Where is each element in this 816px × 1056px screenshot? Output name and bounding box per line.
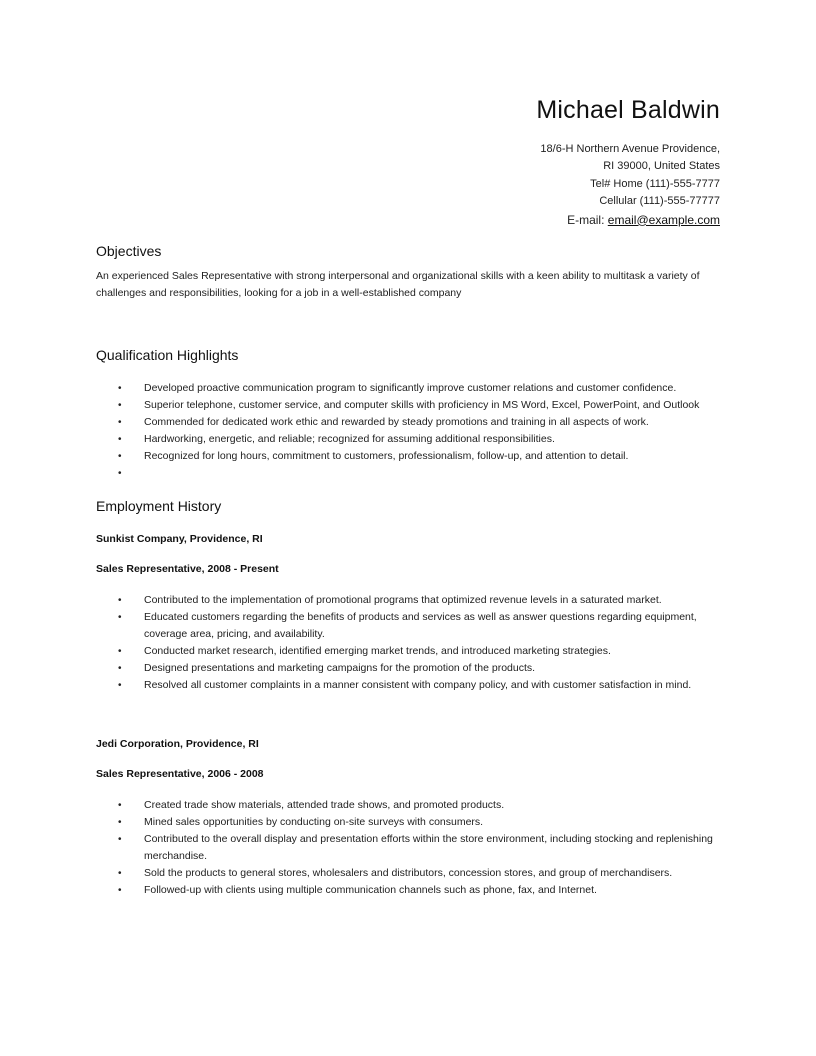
- contact-block: [540, 141, 720, 229]
- job-1-company: Sunkist Company, Providence, RI: [96, 533, 263, 545]
- list-item-empty: [96, 465, 720, 482]
- employment-heading: Employment History: [96, 498, 222, 514]
- list-item: • Developed proactive communication program to significantly improve customer relations and customer confidence.: [96, 380, 720, 397]
- list-item: • Mined sales opportunities by conducting on-site surveys with consumers.: [96, 814, 720, 831]
- cellular-phone: Cellular (111)-555-77777: [599, 195, 720, 208]
- list-item: • Commended for dedicated work ethic and rewarded by steady promotions and training in all aspects of work.: [96, 414, 720, 431]
- home-phone: Tel# Home (111)-555-7777: [590, 177, 720, 190]
- list-item: • Designed presentations and marketing campaigns for the promotion of the products.: [96, 660, 720, 677]
- qualifications-heading: Qualification Highlights: [96, 347, 239, 363]
- list-item: • Sold the products to general stores, wholesalers and distributors, concession stores, and group of merchandisers.: [96, 865, 720, 882]
- job-2-duties: [96, 797, 720, 899]
- list-item: • Resolved all customer complaints in a manner consistent with company policy, and with customer satisfaction in mind.: [96, 677, 720, 694]
- list-item: • Followed-up with clients using multiple communication channels such as phone, fax, and Internet.: [96, 882, 720, 899]
- list-item: • Contributed to the implementation of promotional programs that optimized revenue levels in a saturated market.: [96, 592, 720, 609]
- job-2-company: Jedi Corporation, Providence, RI: [96, 738, 259, 750]
- list-item: • Contributed to the overall display and presentation efforts within the store environment, including stocking and replenishing merchandise.: [96, 831, 720, 865]
- email-label: E-mail:: [567, 212, 605, 227]
- address-line-2: RI 39000, United States: [603, 160, 720, 173]
- list-item: • Recognized for long hours, commitment to customers, professionalism, follow-up, and attention to detail.: [96, 448, 720, 465]
- qualifications-list: [96, 380, 720, 482]
- list-item: • Conducted market research, identified emerging market trends, and introduced marketing strategies.: [96, 643, 720, 660]
- address-line-1: 18/6-H Northern Avenue Providence,: [540, 143, 720, 155]
- job-1-duties: [96, 592, 720, 694]
- objectives-heading: Objectives: [96, 243, 162, 259]
- list-item: • Superior telephone, customer service, and computer skills with proficiency in MS Word, Excel, PowerPoint, and Outlook: [96, 397, 720, 414]
- list-item: • Created trade show materials, attended trade shows, and promoted products.: [96, 797, 720, 814]
- candidate-name: Michael Baldwin: [536, 96, 720, 124]
- list-item: • Educated customers regarding the benefits of products and services as well as answer questions regarding equipment, coverage area, pricing, and availability.: [96, 609, 720, 643]
- email-line: [540, 212, 720, 229]
- job-2-role: Sales Representative, 2006 - 2008: [96, 768, 264, 780]
- email-link[interactable]: email@example.com: [607, 212, 720, 227]
- list-item: • Hardworking, energetic, and reliable; recognized for assuming additional responsibilities.: [96, 431, 720, 448]
- objectives-text: An experienced Sales Representative with strong interpersonal and organizational skills with a keen ability to multitask a variety of challenges and responsibilities, looking for a job in a well-established company: [96, 270, 700, 299]
- job-1-role: Sales Representative, 2008 - Present: [96, 563, 279, 575]
